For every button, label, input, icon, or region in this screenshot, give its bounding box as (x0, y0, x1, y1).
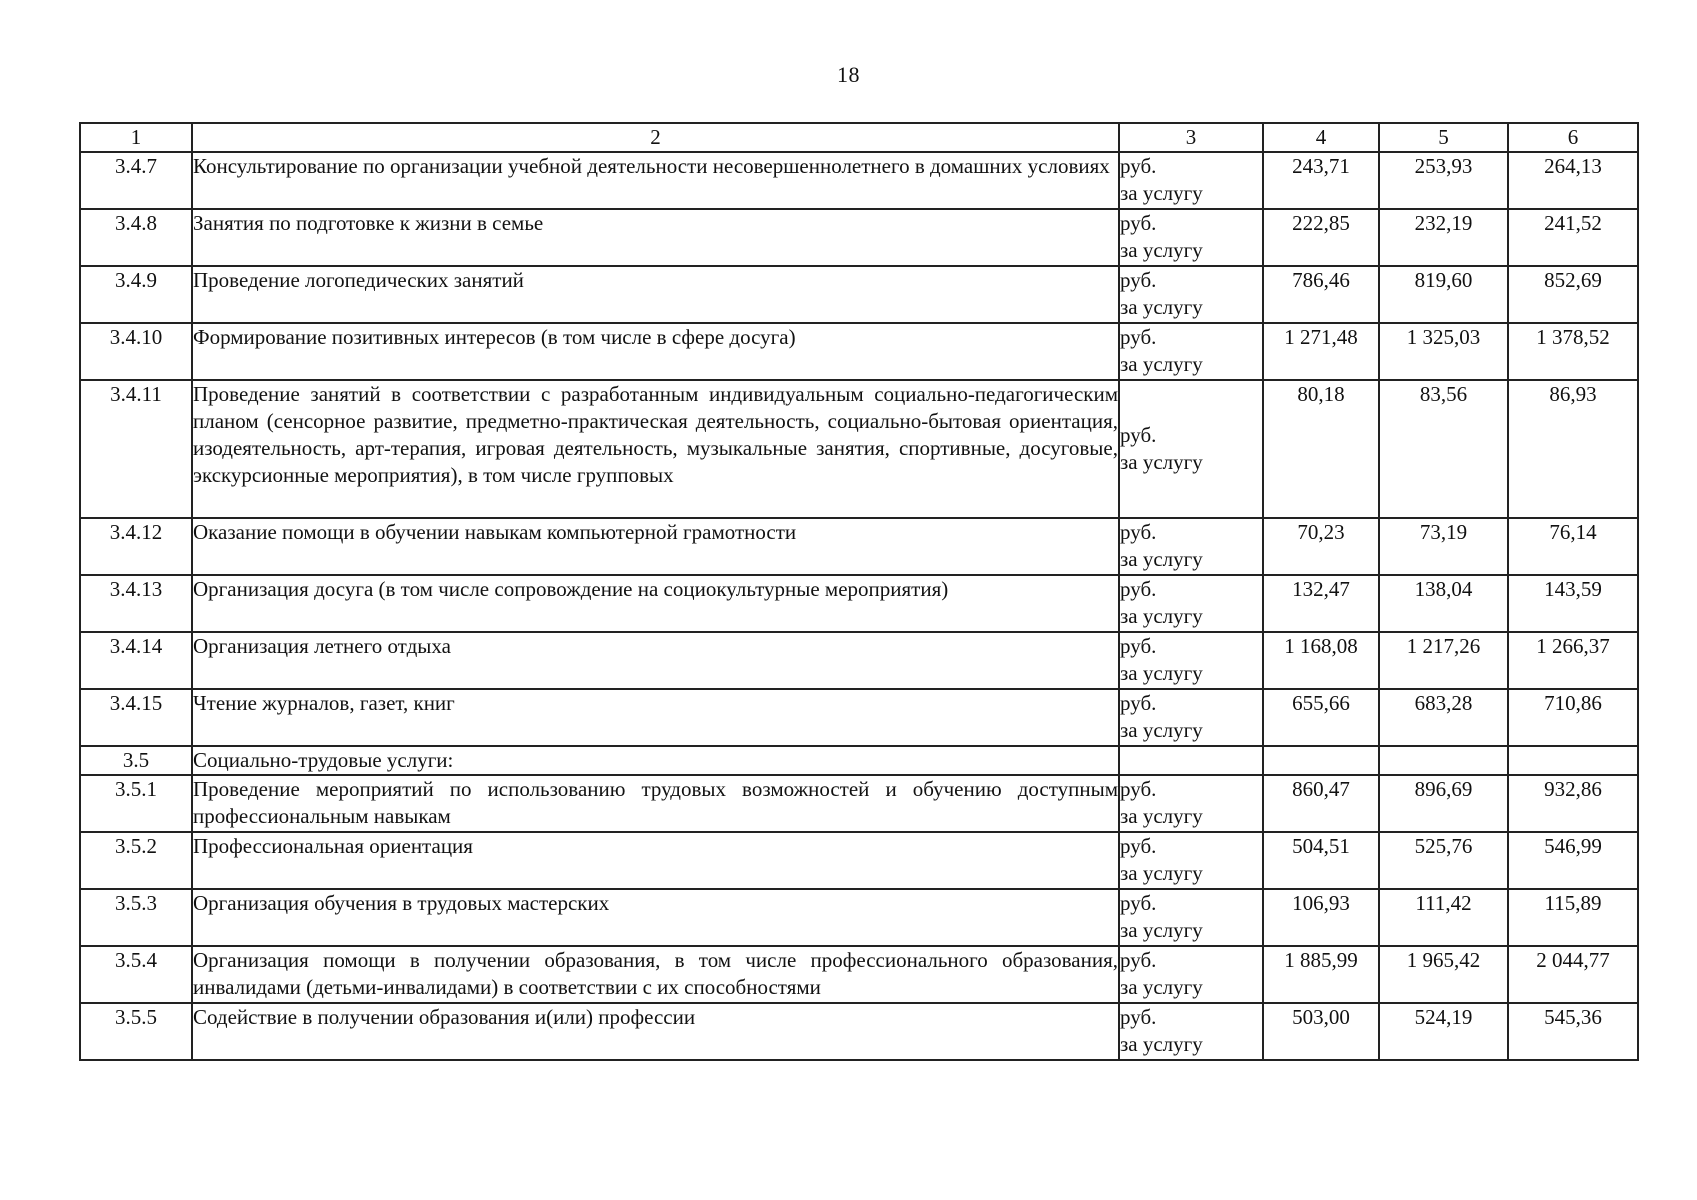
value-col-6: 545,36 (1508, 1003, 1638, 1060)
value-col-5: 1 965,42 (1379, 946, 1508, 1003)
table-row (80, 632, 1638, 689)
unit-cell (1119, 632, 1263, 689)
section-code: 3.5 (80, 746, 192, 775)
unit-line-1: руб. (1120, 948, 1157, 972)
unit-line-1: руб. (1120, 577, 1157, 601)
column-number-4: 4 (1263, 123, 1379, 152)
table-row (80, 518, 1638, 575)
value-col-5: 896,69 (1379, 775, 1508, 832)
value-col-5: 524,19 (1379, 1003, 1508, 1060)
value-col-4: 70,23 (1263, 518, 1379, 575)
value-col-4: 504,51 (1263, 832, 1379, 889)
unit-cell (1119, 323, 1263, 380)
unit-line-1: руб. (1120, 691, 1157, 715)
table-row (80, 323, 1638, 380)
unit-cell (1119, 889, 1263, 946)
value-col-6: 241,52 (1508, 209, 1638, 266)
unit-cell (1119, 689, 1263, 746)
table-row (80, 832, 1638, 889)
table-header-row (80, 123, 1638, 152)
unit-cell (1119, 380, 1263, 518)
service-name: Проведение занятий в соответствии с разработанным индивидуальным социально-педагогическим планом (сенсорное развитие, предметно-практическая деятельность, социально-бытовая ориентация, изодеятельность, арт-терапия, игровая деятельность, музыкальные занятия, спортивные, досуговые, экскурсионные мероприятия), в том числе групповых (192, 380, 1119, 518)
unit-cell (1119, 209, 1263, 266)
service-name: Организация обучения в трудовых мастерских (192, 889, 1119, 946)
column-number-6: 6 (1508, 123, 1638, 152)
value-col-4: 1 271,48 (1263, 323, 1379, 380)
value-col-4: 503,00 (1263, 1003, 1379, 1060)
service-name: Организация досуга (в том числе сопровождение на социокультурные мероприятия) (192, 575, 1119, 632)
unit-line-1: руб. (1120, 520, 1157, 544)
table-row (80, 575, 1638, 632)
service-name: Оказание помощи в обучении навыкам компьютерной грамотности (192, 518, 1119, 575)
row-code: 3.5.4 (80, 946, 192, 1003)
unit-line-1: руб. (1120, 154, 1157, 178)
unit-line-1: руб. (1120, 325, 1157, 349)
value-col-5: 1 217,26 (1379, 632, 1508, 689)
row-code: 3.5.5 (80, 1003, 192, 1060)
value-col-5: 525,76 (1379, 832, 1508, 889)
column-number-3: 3 (1119, 123, 1263, 152)
row-code: 3.4.15 (80, 689, 192, 746)
unit-line-2: за услугу (1120, 604, 1203, 628)
row-code: 3.4.10 (80, 323, 192, 380)
unit-cell (1119, 575, 1263, 632)
service-name: Чтение журналов, газет, книг (192, 689, 1119, 746)
value-col-4: 655,66 (1263, 689, 1379, 746)
table-row (80, 889, 1638, 946)
table-row (80, 946, 1638, 1003)
value-col-5: 819,60 (1379, 266, 1508, 323)
value-col-6: 2 044,77 (1508, 946, 1638, 1003)
value-col-6: 932,86 (1508, 775, 1638, 832)
unit-line-1: руб. (1120, 211, 1157, 235)
table-row (80, 152, 1638, 209)
value-col-4: 80,18 (1263, 380, 1379, 518)
value-col-4: 1 885,99 (1263, 946, 1379, 1003)
value-col-5: 1 325,03 (1379, 323, 1508, 380)
unit-line-1: руб. (1120, 1005, 1157, 1029)
unit-line-2: за услугу (1120, 295, 1203, 319)
unit-line-1: руб. (1120, 423, 1157, 447)
value-col-4: 243,71 (1263, 152, 1379, 209)
value-col-5: 683,28 (1379, 689, 1508, 746)
unit-line-2: за услугу (1120, 181, 1203, 205)
unit-line-1: руб. (1120, 634, 1157, 658)
row-code: 3.4.8 (80, 209, 192, 266)
unit-cell (1119, 746, 1263, 775)
value-col-4: 1 168,08 (1263, 632, 1379, 689)
unit-line-1: руб. (1120, 891, 1157, 915)
service-name: Организация помощи в получении образования, в том числе профессионального образования, инвалидами (детьми-инвалидами) в соответствии с их способностями (192, 946, 1119, 1003)
service-name: Занятия по подготовке к жизни в семье (192, 209, 1119, 266)
value-col-4 (1263, 746, 1379, 775)
value-col-6: 546,99 (1508, 832, 1638, 889)
unit-cell (1119, 832, 1263, 889)
table-row (80, 380, 1638, 518)
service-name: Профессиональная ориентация (192, 832, 1119, 889)
page-number: 18 (837, 62, 860, 87)
unit-line-2: за услугу (1120, 450, 1203, 474)
unit-cell (1119, 518, 1263, 575)
unit-cell (1119, 946, 1263, 1003)
row-code: 3.4.9 (80, 266, 192, 323)
column-number-2: 2 (192, 123, 1119, 152)
value-col-4: 222,85 (1263, 209, 1379, 266)
table-row (80, 209, 1638, 266)
column-number-5: 5 (1379, 123, 1508, 152)
unit-line-2: за услугу (1120, 918, 1203, 942)
row-code: 3.4.12 (80, 518, 192, 575)
table-row (80, 1003, 1638, 1060)
row-code: 3.5.3 (80, 889, 192, 946)
value-col-5: 253,93 (1379, 152, 1508, 209)
unit-line-2: за услугу (1120, 1032, 1203, 1056)
service-name: Консультирование по организации учебной деятельности несовершеннолетнего в домашних условиях (192, 152, 1119, 209)
value-col-5: 73,19 (1379, 518, 1508, 575)
value-col-5: 111,42 (1379, 889, 1508, 946)
unit-line-2: за услугу (1120, 804, 1203, 828)
section-title: Социально-трудовые услуги: (192, 746, 1119, 775)
table-row (80, 775, 1638, 832)
table-row (80, 689, 1638, 746)
value-col-6: 710,86 (1508, 689, 1638, 746)
value-col-5: 83,56 (1379, 380, 1508, 518)
unit-line-2: за услугу (1120, 547, 1203, 571)
service-name: Формирование позитивных интересов (в том числе в сфере досуга) (192, 323, 1119, 380)
unit-line-2: за услугу (1120, 238, 1203, 262)
service-name: Проведение логопедических занятий (192, 266, 1119, 323)
unit-line-2: за услугу (1120, 861, 1203, 885)
row-code: 3.4.11 (80, 380, 192, 518)
unit-line-2: за услугу (1120, 718, 1203, 742)
value-col-6: 1 378,52 (1508, 323, 1638, 380)
unit-line-1: руб. (1120, 268, 1157, 292)
unit-cell (1119, 266, 1263, 323)
service-name: Содействие в получении образования и(или) профессии (192, 1003, 1119, 1060)
unit-cell (1119, 1003, 1263, 1060)
unit-line-2: за услугу (1120, 352, 1203, 376)
value-col-6: 115,89 (1508, 889, 1638, 946)
service-name: Проведение мероприятий по использованию трудовых возможностей и обучению доступным профессиональным навыкам (192, 775, 1119, 832)
unit-cell (1119, 775, 1263, 832)
section-row (80, 746, 1638, 775)
value-col-6: 264,13 (1508, 152, 1638, 209)
tariff-table (79, 122, 1639, 1061)
value-col-4: 106,93 (1263, 889, 1379, 946)
value-col-5: 138,04 (1379, 575, 1508, 632)
row-code: 3.4.13 (80, 575, 192, 632)
value-col-6: 852,69 (1508, 266, 1638, 323)
table-row (80, 266, 1638, 323)
row-code: 3.4.14 (80, 632, 192, 689)
row-code: 3.5.2 (80, 832, 192, 889)
column-number-1: 1 (80, 123, 192, 152)
value-col-6 (1508, 746, 1638, 775)
value-col-5 (1379, 746, 1508, 775)
unit-line-2: за услугу (1120, 661, 1203, 685)
value-col-4: 786,46 (1263, 266, 1379, 323)
value-col-6: 143,59 (1508, 575, 1638, 632)
unit-line-2: за услугу (1120, 975, 1203, 999)
unit-cell (1119, 152, 1263, 209)
value-col-4: 860,47 (1263, 775, 1379, 832)
value-col-6: 86,93 (1508, 380, 1638, 518)
value-col-6: 76,14 (1508, 518, 1638, 575)
value-col-5: 232,19 (1379, 209, 1508, 266)
value-col-6: 1 266,37 (1508, 632, 1638, 689)
service-name: Организация летнего отдыха (192, 632, 1119, 689)
unit-line-1: руб. (1120, 777, 1157, 801)
unit-line-1: руб. (1120, 834, 1157, 858)
value-col-4: 132,47 (1263, 575, 1379, 632)
row-code: 3.4.7 (80, 152, 192, 209)
row-code: 3.5.1 (80, 775, 192, 832)
